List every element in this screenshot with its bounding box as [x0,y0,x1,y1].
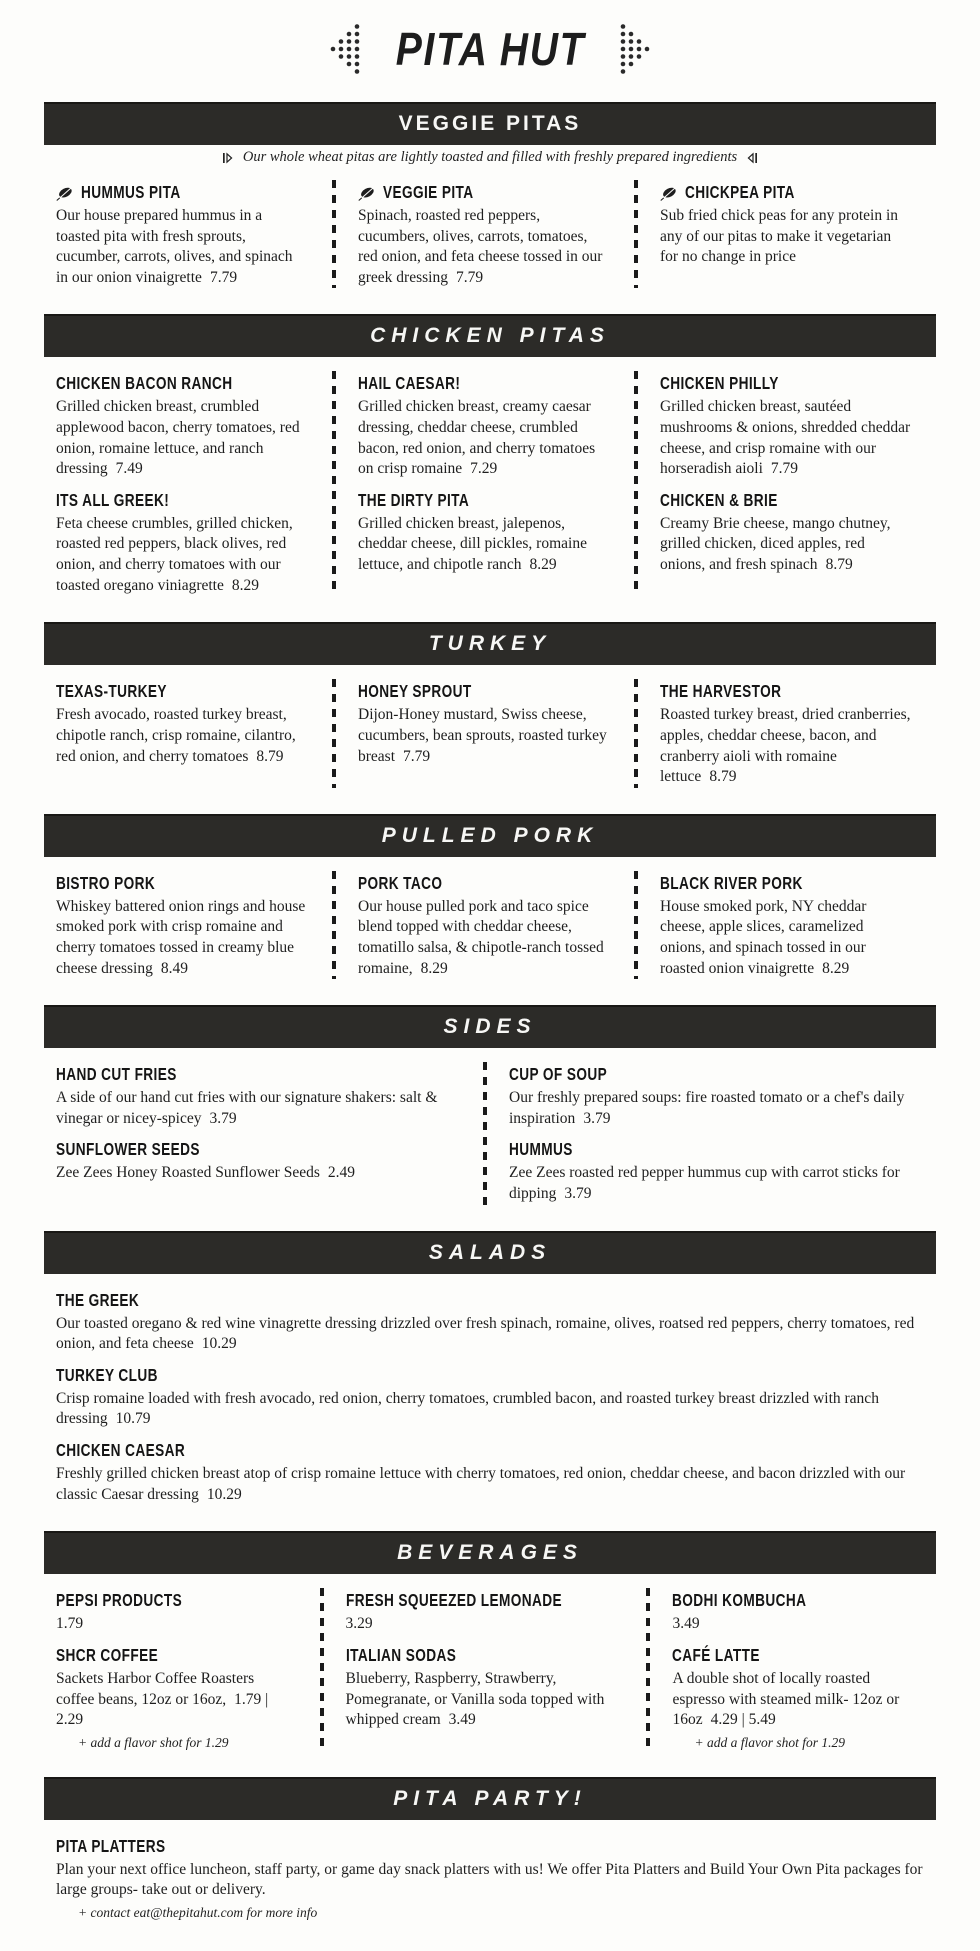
menu-item-desc-text: Grilled chicken breast, jalepenos, cheddar cheese, dill pickles, romaine lettuce, and chipotle ranch [358,514,587,574]
menu-item-desc [660,705,912,787]
menu-item [346,1645,623,1731]
menu-item-price: 10.79 [115,1410,151,1428]
column [634,665,936,799]
menu-item [56,1645,296,1751]
menu-item [660,681,912,787]
menu-item-note: + contact eat@thepitahut.com for more info [78,1904,318,1920]
menu-item [672,1645,912,1751]
menu-item-price: 10.29 [201,1335,237,1353]
menu-item-name [56,1440,924,1461]
menu-item-desc [56,1464,924,1505]
menu-item-desc-text: Freshly grilled chicken breast atop of crisp romaine lettuce with cherry tomatoes, red onion, cheddar cheese, and bacon drizzled with our classic Caesar dressing [56,1465,906,1503]
leaf-icon [358,185,376,201]
menu-item [358,490,610,576]
menu-item-name [660,873,912,894]
menu-item-price: 3.79 [583,1109,611,1127]
turkey-columns [44,665,936,799]
menu-item-name-text: CAFÉ LATTE [672,1644,761,1665]
menu-item [56,1064,459,1129]
menu-item-desc [56,206,308,288]
menu-item-desc-text: Sackets Harbor Coffee Roasters coffee beans, 12oz or 16oz, [56,1669,255,1708]
section-banner-pita-party: PITA PARTY! [44,1777,936,1820]
column [44,357,332,608]
menu-item-name-text: HAND CUT FRIES [56,1064,177,1085]
menu-item-name-text: VEGGIE PITA [383,182,474,202]
menu-item-desc [358,897,610,979]
section-banner-pulled-pork: PULLED PORK [44,814,936,857]
column [332,357,634,608]
menu-item [56,490,308,596]
menu-item [660,490,912,576]
menu-item-price: 3.79 [564,1185,592,1203]
column [44,665,332,799]
menu-item-desc-text: Zee Zees roasted red pepper hummus cup with carrot sticks for dipping [509,1164,900,1203]
menu-item [56,1836,924,1921]
menu-item-desc-text: Roasted turkey breast, dried cranberries, apples, cheddar cheese, bacon, and cranberry aioli with romaine lettuce [660,706,911,786]
dot-arrow-right-icon [619,22,651,76]
menu-item-price: 7.29 [470,460,498,478]
column [332,665,634,799]
section-veggie-pitas [44,102,936,300]
restaurant-title: PITA HUT [395,23,585,75]
menu-item-desc-text: House smoked pork, NY cheddar cheese, apple slices, caramelized onions, and spinach tossed in our roasted onion vinaigrette [660,897,867,977]
menu-item-desc-text: Grilled chicken breast, crumbled applewood bacon, cherry tomatoes, red onion, romaine lettuce, and ranch dressing [56,398,300,478]
pointer-right-icon [222,151,233,165]
menu-item [660,182,912,268]
veggie-tagline [44,149,936,166]
menu-item [56,1365,924,1430]
section-salads [44,1231,936,1518]
menu-item-desc [358,397,610,479]
menu-item [672,1590,912,1635]
column [634,357,936,608]
menu-item-name [56,873,308,894]
header [0,6,980,88]
section-banner-salads: SALADS [44,1231,936,1274]
menu-item-desc [660,514,912,576]
section-chicken-pitas [44,314,936,608]
menu-item-desc [509,1088,912,1129]
menu-item-name-text: CUP OF SOUP [509,1064,608,1085]
menu-item-price: 7.79 [209,268,238,286]
menu-item-name [56,681,308,702]
menu-item-desc [660,206,912,268]
menu-item-desc-text: Zee Zees Honey Roasted Sunflower Seeds [56,1164,320,1182]
menu-item [56,182,308,288]
column [332,857,634,991]
menu-item-price: 7.79 [770,460,799,478]
menu-item-desc [56,397,308,479]
leaf-icon [56,185,74,201]
menu-item-price: 7.79 [403,747,431,765]
menu-item-name [56,1590,296,1611]
menu-item-name-text: SHCR COFFEE [56,1644,159,1665]
menu-item-name-text: CHICKEN CAESAR [56,1440,186,1461]
menu-item-desc [56,705,308,767]
menu-item-name [56,1139,459,1160]
menu-item-price: 3.49 [448,1711,476,1729]
menu-item-name-text: FRESH SQUEEZED LEMONADE [345,1590,562,1611]
menu-item-desc [346,1614,623,1635]
menu-item-desc-text: Our house pulled pork and taco spice blend topped with cheddar cheese, tomatillo salsa, & chipotle-ranch tossed romaine, [358,897,604,977]
menu-item-name-text: ITS ALL GREEK! [56,489,170,510]
section-pulled-pork [44,814,936,991]
menu-item [358,681,610,767]
menu-item-name-text: BODHI KOMBUCHA [672,1590,807,1611]
menu-item-desc [672,1669,912,1731]
salads-list [44,1274,936,1518]
menu-item-name [660,681,912,702]
column [646,1574,936,1762]
pork-columns [44,857,936,991]
menu-item-name [56,182,308,203]
menu-item-name [358,490,610,511]
menu-item-desc-text: Plan your next office luncheon, staff party, or game day snack platters with us! We offer Pita Platters and Build Your Own Pita packages for large groups- take out or delivery. [56,1860,923,1899]
menu-item-desc-text: Grilled chicken breast, creamy caesar dressing, cheddar cheese, crumbled bacon, red onion, and cherry tomatoes on crisp romaine [358,398,596,478]
menu-item-desc-text: Grilled chicken breast, sautéed mushrooms & onions, shredded cheddar cheese, and crisp romaine with our horseradish aioli [660,398,911,478]
menu-item-name-text: CHICKEN & BRIE [660,489,778,510]
menu-item-price: 10.29 [206,1485,242,1503]
menu-item-price: 3.29 [345,1615,373,1633]
menu-item-name-text: BISTRO PORK [56,872,156,893]
menu-item [56,873,308,979]
menu-item [660,873,912,979]
menu-item-name [358,373,610,394]
column [44,1048,483,1216]
menu-item-name [346,1645,623,1666]
menu-item-price: 8.49 [160,959,188,977]
column [320,1574,647,1762]
menu-item-name-text: TEXAS-TURKEY [56,681,167,702]
menu-item-name-text: THE DIRTY PITA [358,489,470,510]
menu-item-name [509,1139,912,1160]
menu-item [346,1590,623,1635]
menu-item-name-text: TURKEY CLUB [56,1364,158,1385]
section-pita-party [44,1777,936,1933]
menu-item-desc-text: Dijon-Honey mustard, Swiss cheese, cucumbers, bean sprouts, roasted turkey breast [358,706,607,765]
menu-item-name [672,1590,912,1611]
menu-item [56,681,308,767]
menu-item-name-text: BLACK RIVER PORK [660,872,803,893]
menu-item [56,1590,296,1635]
menu-item-name [358,873,610,894]
menu-item-price: 8.79 [256,747,284,765]
menu-item-price: 1.79 [56,1615,84,1633]
menu-item-name-text: HUMMUS [509,1139,573,1160]
leaf-icon [660,185,678,201]
sides-columns [44,1048,936,1216]
chicken-columns [44,357,936,608]
menu-item-desc [358,206,610,288]
menu-item-price: 8.79 [709,768,737,786]
menu-item-name-text: CHICKEN BACON RANCH [56,373,233,394]
menu-item-price: 8.29 [420,959,448,977]
menu-item-name-text: CHICKPEA PITA [685,182,795,202]
menu-item [56,1440,924,1505]
menu-item-name [358,182,610,203]
section-banner-chicken-pitas: CHICKEN PITAS [44,314,936,357]
menu-item-desc-text: A double shot of locally roasted espresso with steamed milk- 12oz or 16oz [672,1669,900,1729]
section-turkey [44,622,936,799]
section-banner-sides: SIDES [44,1005,936,1048]
menu-item-desc [56,1860,924,1901]
column [332,166,634,300]
menu-item-note: + add a flavor shot for 1.29 [78,1734,229,1750]
menu-item-name-text: PORK TACO [358,872,443,893]
menu-item-desc [358,514,610,576]
menu-item-desc [56,1669,296,1731]
menu-item-price: 7.49 [115,460,143,478]
menu-item-desc [660,397,912,479]
column [44,1574,320,1762]
pointer-left-icon [747,151,758,165]
menu-item-desc-text: Sub fried chick peas for any protein in any of our pitas to make it vegetarian for no change in price [660,207,899,266]
menu-item [509,1064,912,1129]
section-beverages [44,1531,936,1762]
section-sides [44,1005,936,1216]
menu-item-desc-text: A side of our hand cut fries with our signature shakers: salt & vinegar or nicey-spicey [56,1089,438,1127]
veggie-tagline-text: Our whole wheat pitas are lightly toasted and filled with freshly prepared ingredients [242,149,738,165]
column [634,166,936,300]
column [483,1048,936,1216]
menu-item-name [56,490,308,511]
beverages-columns [44,1574,936,1762]
column [44,857,332,991]
menu-item-name-text: HUMMUS PITA [81,182,181,202]
menu-item-note: + add a flavor shot for 1.29 [694,1734,845,1750]
menu-item-name-text: HONEY SPROUT [358,681,472,702]
menu-item-name-text: PITA PLATTERS [56,1835,166,1856]
menu-item-name [346,1590,623,1611]
menu-item-desc [56,1314,924,1355]
menu-item-desc [56,1163,459,1184]
menu-item-name [660,490,912,511]
menu-item-price: 7.79 [455,268,484,286]
menu-item-desc-text: Spinach, roasted red peppers, cucumbers, olives, carrots, tomatoes, red onion, and feta cheese tossed in our greek dressing [358,207,603,286]
menu-item-name-text: HAIL CAESAR! [358,373,461,394]
menu-item-price: 8.29 [231,576,259,594]
section-banner-beverages: BEVERAGES [44,1531,936,1574]
menu-item-price: 8.29 [529,556,557,574]
menu-item-desc-text: Creamy Brie cheese, mango chutney, grilled chicken, diced apples, red onions, and fresh spinach [660,514,891,574]
menu-item-desc [660,897,912,979]
dot-arrow-left-icon [329,22,361,76]
menu-item-price: 1.79 | 2.29 [56,1690,269,1729]
column [44,166,332,300]
menu-item [509,1139,912,1204]
menu-item-desc [509,1163,912,1204]
veggie-columns [44,166,936,300]
menu-item-desc-text: Feta cheese crumbles, grilled chicken, roasted red peppers, black olives, red onion, and cherry tomatoes with our toasted oregano viniagrette [56,514,293,594]
menu-item-desc [358,705,610,767]
menu-item-price: 8.79 [825,556,853,574]
menu-item-desc [672,1614,912,1635]
menu-item [358,873,610,979]
menu-item-name-text: PEPSI PRODUCTS [56,1590,183,1611]
menu-item-name [56,1836,924,1857]
menu-item-name-text: THE GREEK [56,1289,140,1310]
menu-item-desc [56,1614,296,1635]
menu-item-price: 8.29 [822,959,850,977]
menu-item-name-text: SUNFLOWER SEEDS [56,1139,200,1160]
menu-item-name-text: ITALIAN SODAS [345,1644,456,1665]
menu-item-name [358,681,610,702]
menu-item-desc-text: Our freshly prepared soups: fire roasted tomato or a chef's daily inspiration [509,1089,905,1127]
menu-item-price: 4.29 | 5.49 [710,1711,776,1729]
section-banner-turkey: TURKEY [44,622,936,665]
menu-item-desc-text: Whiskey battered onion rings and house smoked pork with crisp romaine and cherry tomatoes tossed in creamy blue cheese dressing [56,897,306,977]
menu-item-price: 3.79 [209,1109,237,1127]
menu-item-desc-text: Our house prepared hummus in a toasted pita with fresh sprouts, cucumber, carrots, olives, and spinach in our onion vinaigrette [56,207,293,286]
menu-item-desc [56,897,308,979]
menu-item-name [56,1290,924,1311]
menu-item-desc [56,1389,924,1430]
menu-item-name [56,373,308,394]
menu-item [660,373,912,479]
menu-item-desc-text: Crisp romaine loaded with fresh avocado, red onion, cherry tomatoes, crumbled bacon, and roasted turkey breast drizzled with ranch dressing [56,1389,879,1428]
menu-item-name [509,1064,912,1085]
menu-item [358,182,610,288]
column [634,857,936,991]
menu-item-name-text: THE HARVESTOR [660,681,782,702]
menu-item-name-text: CHICKEN PHILLY [660,373,779,394]
menu-item-price: 3.49 [672,1615,700,1633]
menu-item-desc-text: Our toasted oregano & red wine vinagrette dressing drizzled over fresh spinach, romaine, olives, roatsed red peppers, cherry tomatoes, red onion, and feta cheese [56,1314,915,1353]
menu-item-name [56,1645,296,1666]
menu-item [358,373,610,479]
menu-item-price: 2.49 [327,1164,355,1182]
party-list [44,1820,936,1933]
menu-item-desc [56,514,308,596]
menu-item-name [660,373,912,394]
menu-item-name [56,1064,459,1085]
section-banner-veggie-pitas: VEGGIE PITAS [44,102,936,145]
menu-item-name [672,1645,912,1666]
menu-item [56,373,308,479]
menu-item-desc-text: Fresh avocado, roasted turkey breast, chipotle ranch, crisp romaine, cilantro, red onion, and cherry tomatoes [56,706,296,765]
menu-item-desc [346,1669,623,1731]
menu-item-desc [56,1088,459,1129]
menu-item-name [660,182,912,203]
menu-item [56,1290,924,1355]
menu-item-name [56,1365,924,1386]
menu-item [56,1139,459,1184]
menu-item-desc-text: Blueberry, Raspberry, Strawberry, Pomegranate, or Vanilla soda topped with whipped cream [345,1669,605,1729]
